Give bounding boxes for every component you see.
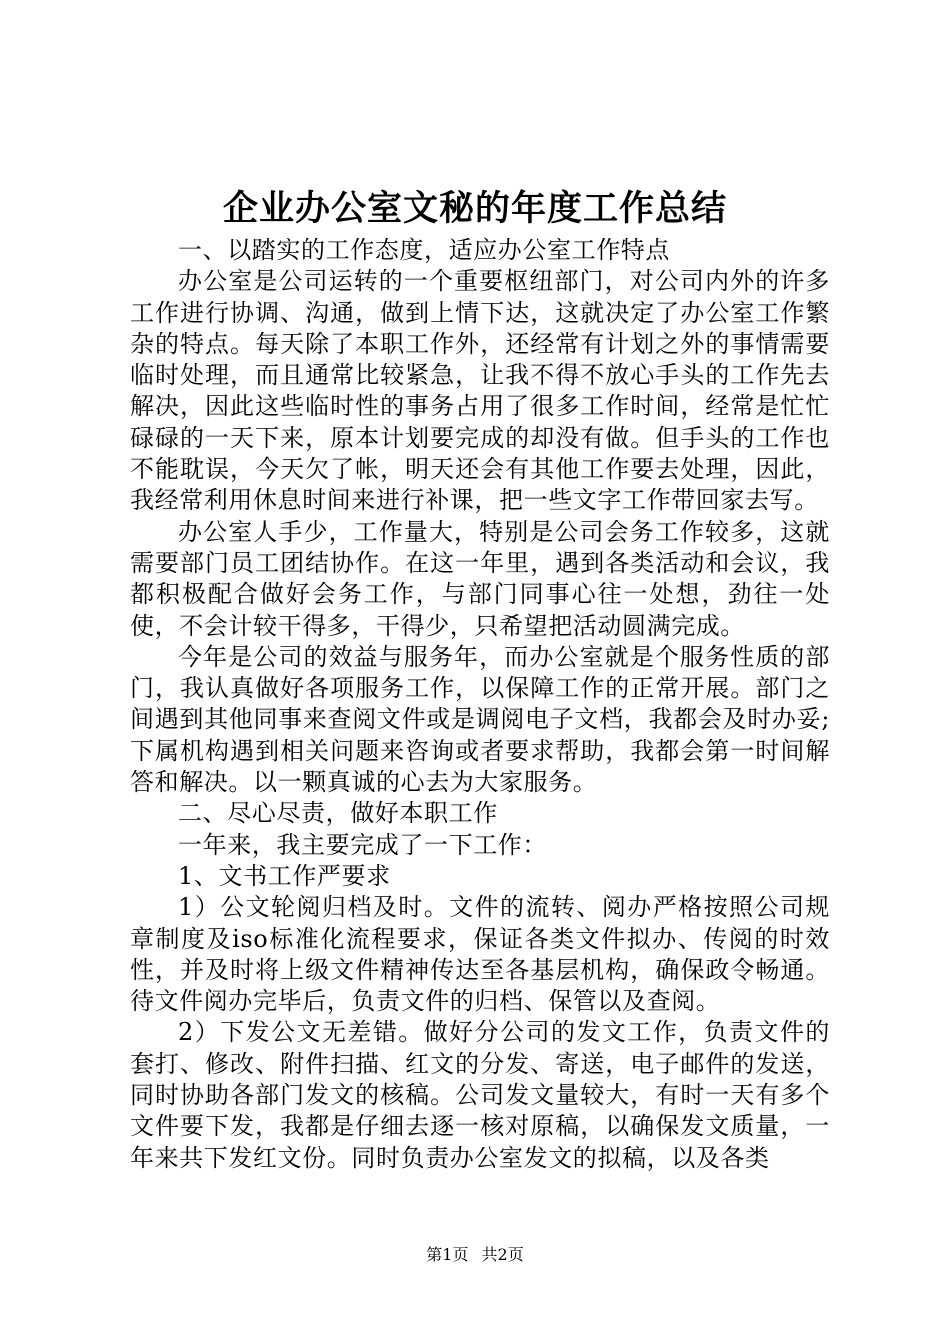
subheading-documents: 1、文书工作严要求 [178,861,391,890]
section-heading-2: 二、尽心尽责，做好本职工作 [178,799,498,828]
paragraph-work-intro: 一年来，我主要完成了一下工作： [178,830,547,859]
paragraph-teamwork: 办公室人手少，工作量大，特别是公司会务工作较多，这就需要部门员工团结协作。在这一年里，遇到各类活动和会议，我都积极配合做好会务工作，与部门同事心往一处想，劲往一处使，不会计较干得多，干得少，只希望把活动圆满完成。 [130,517,830,640]
page-footer [0,1244,950,1266]
paragraph-service: 今年是公司的效益与服务年，而办公室就是个服务性质的部门，我认真做好各项服务工作，以保障工作的正常开展。部门之间遇到其他同事来查阅文件或是调阅电子文档，我都会及时办妥;下属机构遇到相关问题来咨询或者要求帮助，我都会第一时间解答和解决。以一颗真诚的心去为大家服务。 [130,642,830,797]
paragraph-item-2: 2）下发公文无差错。做好分公司的发文工作，负责文件的套打、修改、附件扫描、红文的分发、寄送，电子邮件的发送，同时协助各部门发文的核稿。公司发文量较大，有时一天有多个文件要下发，我都是仔细去逐一核对原稿，以确保发文质量，一年来共下发红文份。同时负责办公室发文的拟稿，以及各类 [130,1018,830,1172]
paragraph-item-1: 1）公文轮阅归档及时。文件的流转、阅办严格按照公司规章制度及iso标准化流程要求，保证各类文件拟办、传阅的时效性，并及时将上级文件精神传达至各基层机构，确保政令畅通。待文件阅办完毕后，负责文件的归档、保管以及查阅。 [130,893,830,1016]
document-title: 企业办公室文秘的年度工作总结 [222,188,727,229]
page-number-total: 共2页 [481,1245,524,1264]
document-body [130,235,830,1174]
page-number-current: 第1页 [426,1245,469,1264]
paragraph-office-role: 办公室是公司运转的一个重要枢纽部门，对公司内外的许多工作进行协调、沟通，做到上情下达，这就决定了办公室工作繁杂的特点。每天除了本职工作外，还经常有计划之外的事情需要临时处理，而且通常比较紧急，让我不得不放心手头的工作先去解决，因此这些临时性的事务占用了很多工作时间，经常是忙忙碌碌的一天下来，原本计划要完成的却没有做。但手头的工作也不能耽误，今天欠了帐，明天还会有其他工作要去处理，因此，我经常利用休息时间来进行补课，把一些文字工作带回家去写。 [130,267,830,515]
section-heading-1: 一、以踏实的工作态度，适应办公室工作特点 [178,236,670,264]
